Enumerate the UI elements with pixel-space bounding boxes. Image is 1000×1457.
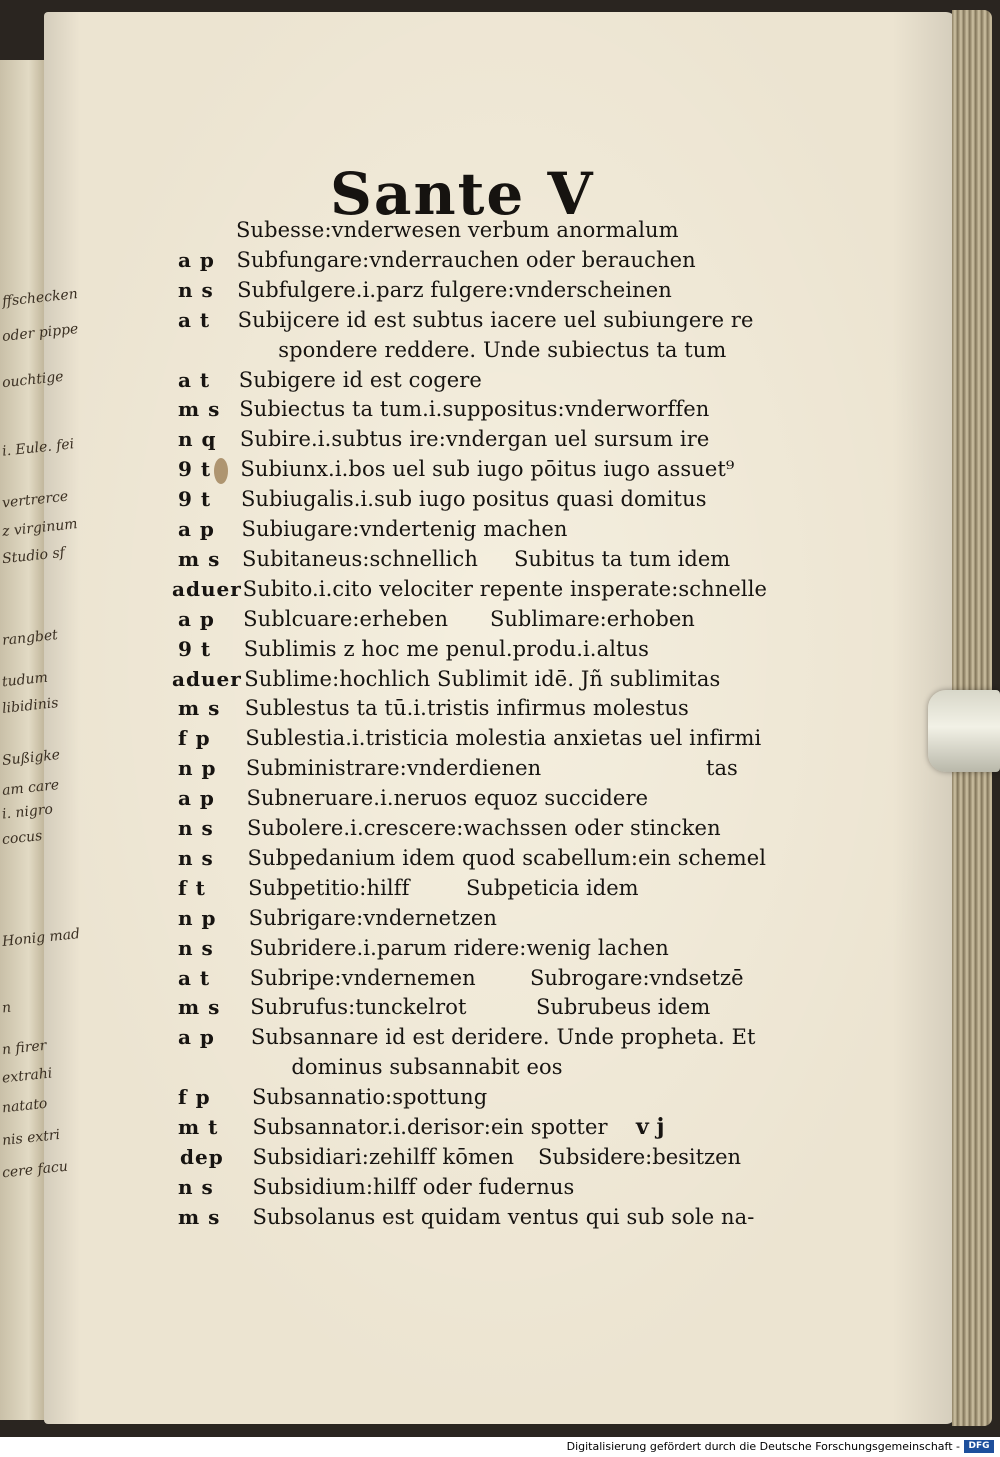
footer-bar (0, 1437, 1000, 1457)
grammar-tag: n s (178, 277, 214, 302)
entry-row (0, 1145, 900, 1173)
page-header: Sante V (330, 160, 595, 228)
entry-row (0, 906, 900, 934)
left-page-fragment: Honig mad (1, 925, 81, 951)
entry-secondary-text: tas (706, 756, 738, 781)
grammar-tag: f p (178, 726, 211, 751)
entry-row (0, 816, 900, 844)
entry-row (0, 397, 900, 425)
dfg-logo: DFG (964, 1440, 994, 1453)
left-page-fragment: extrahi (1, 1065, 54, 1087)
entry-row (0, 1175, 900, 1203)
entry-row (0, 786, 900, 814)
grammar-tag: m s (178, 995, 221, 1020)
entry-text: Subrigare:vndernetzen (248, 905, 498, 930)
entry-text: dominus subsannabit eos (291, 1055, 563, 1080)
entry-row (0, 726, 900, 754)
entry-secondary-text: Subsidere:besitzen (538, 1144, 742, 1169)
entry-row (0, 1025, 900, 1053)
entry-text: Subrufus:tunckelrot (250, 995, 467, 1020)
grammar-tag: n p (178, 756, 217, 781)
left-page-fragment: rangbet (1, 627, 59, 649)
left-page-fragment: nis extri (1, 1127, 61, 1149)
entry-text: Subsannator.i.derisor:ein spotter (252, 1115, 608, 1139)
grammar-tag: 9 t (178, 487, 212, 512)
entry-text: Subiunx.i.bos uel sub iugo pōitus iugo assuet⁹ (240, 457, 735, 482)
left-page-fragment: Sußigke (1, 747, 61, 769)
entry-text: Subneruare.i.neruos equoz succidere (246, 786, 649, 811)
grammar-tag: a t (178, 307, 211, 332)
grammar-tag: a p (178, 786, 215, 811)
entry-row (0, 936, 900, 964)
entry-row (0, 966, 900, 994)
entry-row (0, 1205, 900, 1233)
entry-row (0, 308, 900, 336)
entry-text: Subfulgere.i.parz fulgere:vnderscheinen (237, 277, 672, 302)
left-page-fragment: i. Eule. fei (1, 436, 75, 460)
entry-row (0, 218, 900, 246)
grammar-tag: n p (178, 905, 217, 930)
entry-text: Sublestus ta tū.i.tristis infirmus molestus (244, 696, 689, 721)
footer-credit: Digitalisierung gefördert durch die Deutsche Forschungsgemeinschaft - (566, 1440, 960, 1453)
entry-text: Subsolanus est quidam ventus qui sub sole na- (252, 1204, 755, 1229)
entry-row (0, 846, 900, 874)
entry-row (0, 667, 900, 695)
grammar-tag: m s (178, 696, 221, 721)
entry-text: Subsidium:hilff oder fudernus (252, 1174, 575, 1199)
entry-row (0, 487, 900, 515)
entry-text: Subfungare:vnderrauchen oder berauchen (236, 247, 696, 272)
grammar-tag: a t (178, 367, 211, 392)
entry-row (0, 1055, 900, 1083)
entry-text: Subridere.i.parum ridere:wenig lachen (249, 935, 669, 960)
entry-text: Subigere id est cogere (238, 367, 482, 392)
entry-row (0, 427, 900, 455)
grammar-tag: a t (178, 965, 211, 990)
left-page-fragment: z virginum (1, 516, 79, 540)
entry-secondary-text: Subrubeus idem (536, 995, 711, 1020)
grammar-tag: f t (178, 875, 206, 900)
entry-text: Subito.i.cito velociter repente insperate:schnelle (242, 576, 768, 601)
grammar-tag: m s (178, 397, 221, 422)
left-page-fragment: ouchtige (1, 368, 65, 392)
grammar-tag: n s (178, 845, 214, 870)
entry-text: Subesse:vnderwesen verbum anormalum (236, 218, 679, 242)
entry-text: Subpedanium idem quod scabellum:ein schemel (247, 845, 767, 870)
entry-row (0, 1115, 900, 1143)
entry-text: Sublime:hochlich Sublimit idē. Jñ sublimitas (244, 666, 721, 691)
entry-secondary-text: Sublimare:erhoben (490, 606, 695, 631)
left-page-fragment: i. nigro (1, 801, 54, 823)
grammar-tag: 9 t (178, 457, 212, 482)
entry-row (0, 637, 900, 665)
grammar-tag: a p (178, 606, 215, 631)
entry-text: Subolere.i.crescere:wachssen oder stincken (247, 816, 721, 840)
entry-row (0, 544, 900, 575)
entry-row (0, 876, 900, 904)
entry-text: Subripe:vndernemen (249, 965, 476, 990)
entry-text: Subiugare:vndertenig machen (241, 517, 568, 541)
left-page-fragment: Studio sf (1, 544, 66, 568)
left-page-fragment: am care (1, 777, 60, 799)
entry-secondary-text: Subpeticia idem (466, 875, 639, 900)
left-page-fragment: oder pippe (1, 321, 80, 345)
grammar-tag: 9 t (178, 636, 212, 661)
entry-secondary-text: Subitus ta tum idem (514, 546, 731, 571)
left-page-fragment: n (1, 999, 12, 1017)
page-clip (928, 690, 1000, 772)
grammar-tag: m t (178, 1115, 219, 1139)
entry-text: Subiectus ta tum.i.suppositus:vnderworffen (239, 397, 710, 422)
entry-text: Subministrare:vnderdienen (245, 756, 542, 781)
entry-text: Subiugalis.i.sub iugo positus quasi domitus (240, 487, 707, 512)
entry-text: spondere reddere. Unde subiectus ta tum (278, 337, 727, 362)
entry-text: Sublestia.i.tristicia molestia anxietas uel infirmi (245, 726, 762, 751)
entry-row (0, 457, 900, 485)
grammar-tag: n s (178, 816, 214, 840)
entry-row (0, 338, 900, 366)
entry-text: Subsannare id est deridere. Unde propheta. Et (250, 1025, 756, 1050)
left-page-fragment: natato (1, 1095, 49, 1117)
left-page-fragment: libidinis (1, 695, 60, 717)
grammar-tag: f p (178, 1085, 211, 1110)
entry-row (0, 1085, 900, 1113)
left-page-fragment: cocus (1, 827, 44, 849)
entry-row (0, 577, 900, 605)
entry-row (0, 995, 900, 1023)
grammar-tag: m s (178, 546, 221, 571)
grammar-tag: dep (180, 1144, 224, 1169)
left-page-fragment: n firer (1, 1037, 48, 1059)
entry-row (0, 368, 900, 396)
grammar-tag: a p (178, 247, 215, 272)
left-page-fragment: vertrerce (1, 488, 69, 512)
entry-text: Sublcuare:erheben (243, 606, 449, 631)
signature-mark: v j (636, 1114, 665, 1140)
grammar-tag: n s (178, 1174, 214, 1199)
grammar-tag: aduer (172, 576, 242, 601)
entry-row (0, 248, 900, 276)
entry-row (0, 756, 900, 784)
entry-row (0, 696, 900, 724)
entry-text: Subsannatio:spottung (251, 1085, 488, 1110)
entry-row (0, 517, 900, 545)
grammar-tag: a p (178, 517, 215, 541)
left-page-fragment: tudum (1, 669, 49, 691)
grammar-tag: n s (178, 935, 214, 960)
entry-row (0, 607, 900, 635)
entry-text: Sublimis z hoc me penul.produ.i.altus (243, 636, 650, 661)
entry-text: Subsidiari:zehilff kōmen (252, 1144, 515, 1169)
left-page-fragment: cere facu (1, 1158, 69, 1182)
grammar-tag: m s (178, 1204, 221, 1229)
entry-row (0, 278, 900, 306)
entry-secondary-text: Subrogare:vndsetzē (530, 965, 744, 990)
grammar-tag: aduer (172, 666, 242, 691)
grammar-tag: n q (178, 427, 217, 452)
left-page-fragment: ffschecken (1, 286, 79, 310)
entry-text: Subpetitio:hilff (248, 875, 410, 900)
entry-text: Subijcere id est subtus iacere uel subiungere re (237, 307, 754, 332)
entry-text: Subitaneus:schnellich (242, 546, 478, 571)
entry-text: Subire.i.subtus ire:vndergan uel sursum ire (239, 427, 710, 452)
grammar-tag: a p (178, 1025, 215, 1050)
